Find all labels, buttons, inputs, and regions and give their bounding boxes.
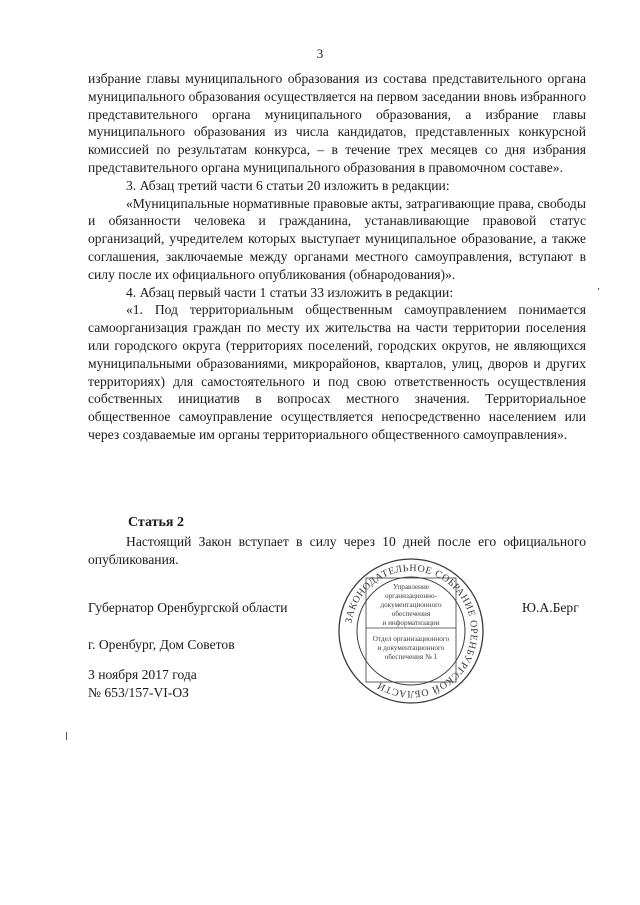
seal-line: и документационного <box>377 644 445 652</box>
signatory-position: Губернатор Оренбургской области <box>88 600 288 615</box>
signing-place: г. Оренбург, Дом Советов <box>88 637 235 652</box>
article-text: Настоящий Закон вступает в силу через 10 дней после его официального опубликования. <box>88 534 586 567</box>
seal-line: документационного <box>380 601 442 609</box>
seal-outer-ring <box>339 559 483 703</box>
document-body <box>88 70 586 444</box>
seal-ring-text: ЗАКОНОДАТЕЛЬНОЕ СОБРАНИЕ ОРЕНБУРГСКОЙ ОБЛАСТИ <box>343 562 480 700</box>
seal-line: обеспечения № 1 <box>384 653 438 661</box>
article-title: Статья 2 <box>128 515 184 530</box>
seal-line: Отдел организационного <box>372 635 450 643</box>
paragraph-quote-self-government: «1. Под территориальным общественным самоуправлением понимается самоорганизация граждан по месту их жительства на части территории поселения или городского округа (территориях поселений, городских округов, не являющихся муниципальными образованиями, микрорайонов, кварталов, улиц, дворов и других территориях) для самостоятельного и под свою ответственность осуществления собственных инициатив в вопросах местного значения. Территориальное общественное самоуправление осуществляется непосредственно населением или через создаваемые им органы территориального общественного самоуправления». <box>88 302 586 442</box>
official-seal <box>336 556 486 706</box>
paragraph-continuation: избрание главы муниципального образования из состава представительного органа муниципального образования осуществляется на первом заседании вновь избранного представительного органа муниципального образования, а избрание главы муниципального образования из числа кандидатов, представленных конкурсной комиссией по результатам конкурса, – в течение трех месяцев со дня избрания представительного органа муниципального образования в правомочном составе». <box>88 71 586 175</box>
page-number: 3 <box>316 46 324 61</box>
seal-line: Управление <box>392 583 430 591</box>
scan-speck <box>598 288 599 290</box>
law-number: № 653/157-VI-ОЗ <box>88 685 189 700</box>
signatory-name: Ю.А.Берг <box>522 600 579 615</box>
seal-box-text <box>373 583 450 661</box>
paragraph-amendment-3: 3. Абзац третий части 6 статьи 20 изложить в редакции: <box>126 177 450 193</box>
paragraph-amendment-4: 4. Абзац первый части 1 статьи 33 изложить в редакции: <box>126 284 454 300</box>
seal-line: организационно- <box>384 592 438 600</box>
seal-line: и информатизации <box>382 619 440 627</box>
scan-speck <box>66 732 67 740</box>
paragraph-quote-normative-acts: «Муниципальные нормативные правовые акты, затрагивающие права, свободы и обязанности человека и гражданина, устанавливающие правовой статус организаций, учредителем которых выступает муниципальное образование, а также соглашения, заключаемые между органами местного самоуправления, вступают в силу после их официального опубликования (обнародования)». <box>88 195 586 282</box>
seal-line: обеспечения <box>391 610 431 618</box>
signing-date: 3 ноября 2017 года <box>88 667 197 682</box>
